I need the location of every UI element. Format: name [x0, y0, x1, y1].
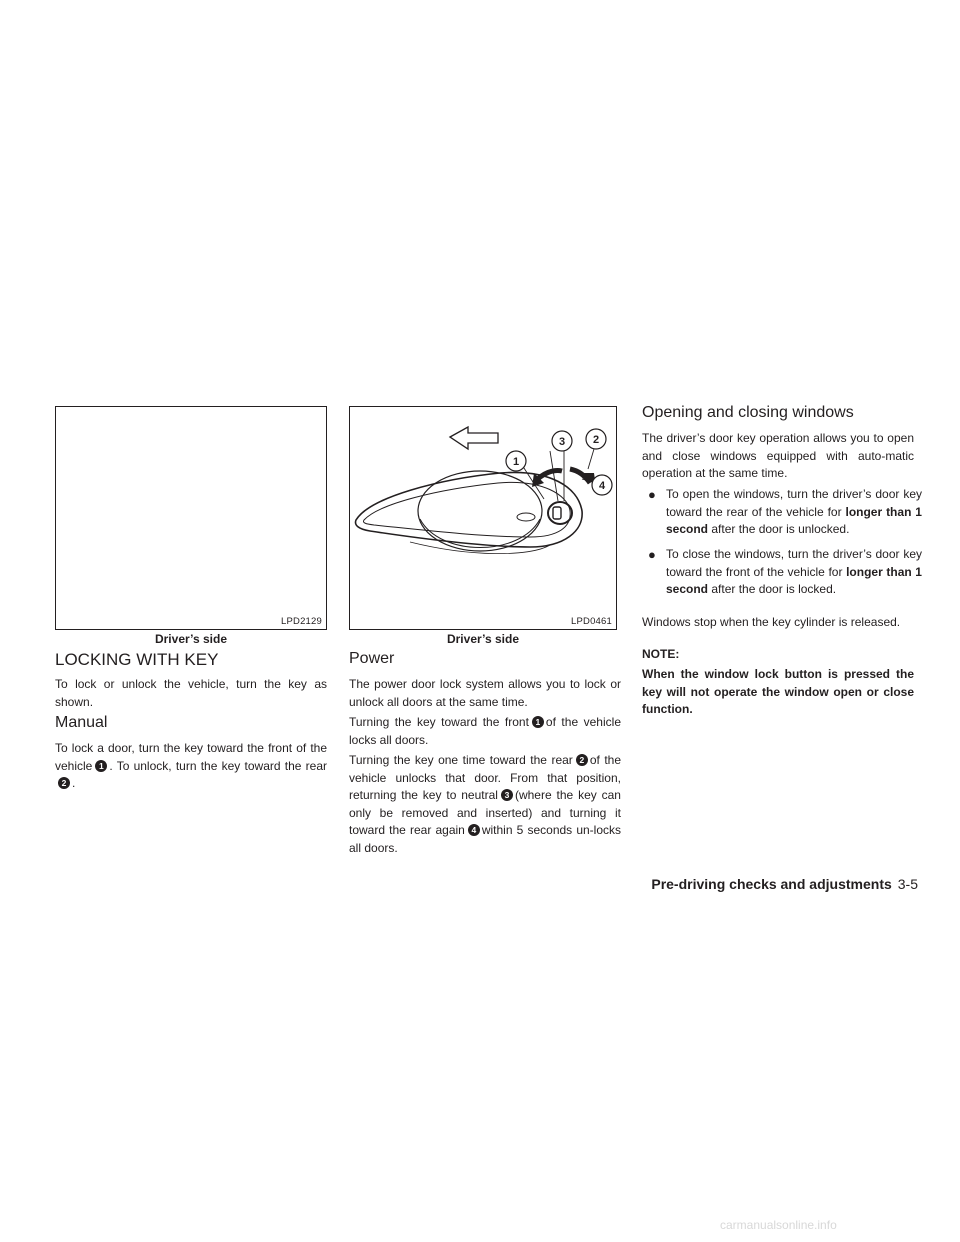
- figure-lpd2129: [55, 406, 327, 630]
- bullet-icon: ●: [648, 487, 656, 502]
- section-heading-opening-closing-windows: Opening and closing windows: [642, 404, 854, 421]
- figure-code: LPD0461: [570, 616, 612, 627]
- bullet-text-part: after the door is locked.: [708, 582, 837, 596]
- note-label: NOTE:: [642, 647, 680, 661]
- manual-text-part: To lock a door, turn the key toward the front of the vehicle: [55, 741, 327, 773]
- callout-1: 1: [512, 456, 520, 468]
- power-paragraph-2: [349, 714, 621, 749]
- bullet-emphasis: longer than 1 second: [666, 564, 922, 596]
- footer-section-title: Pre-driving checks and adjustments: [651, 876, 892, 892]
- key-cylinder-icon: [548, 502, 572, 524]
- page-footer: [600, 876, 918, 894]
- figure-lpd0461: [349, 406, 617, 630]
- bullet-emphasis: longer than 1 second: [666, 504, 922, 536]
- callout-4: 4: [598, 480, 606, 492]
- subheading-power: Power: [349, 650, 395, 667]
- watermark: carmanualsonline.info: [720, 1218, 837, 1232]
- figure-caption: Driver’s side: [446, 632, 520, 646]
- bullet-close-windows: [648, 546, 922, 600]
- number-2-icon: 2: [576, 754, 588, 766]
- power-paragraph-1: The power door lock system allows you to lock or unlock all doors at the same time.: [349, 677, 621, 709]
- manual-text-part: .: [72, 776, 76, 790]
- power-text-part: within 5 seconds un-locks all doors.: [349, 823, 622, 855]
- note-text: When the window lock button is pressed the key will not operate the window open or close function.: [642, 667, 914, 716]
- bullet-text-part: To close the windows, turn the driver’s door key toward the front of the vehicle for: [666, 547, 922, 579]
- front-arrow-icon: [450, 427, 498, 449]
- section-heading-locking-with-key: LOCKING WITH KEY: [55, 650, 219, 669]
- number-2-icon: 2: [58, 777, 70, 789]
- number-1-icon: 1: [532, 716, 544, 728]
- bullet-open-windows: [648, 486, 922, 540]
- door-handle-illustration: [350, 407, 616, 629]
- page-number: 3-5: [897, 876, 918, 892]
- power-text-part: of the vehicle locks all doors.: [349, 715, 621, 747]
- locking-intro: To lock or unlock the vehicle, turn the key as shown.: [55, 677, 327, 709]
- bullet-text: [666, 546, 922, 599]
- callout-3: 3: [558, 436, 566, 448]
- manual-text: [55, 740, 327, 793]
- power-text-part: Turning the key toward the front: [349, 715, 529, 729]
- manual-text-part: . To unlock, turn the key toward the rear: [109, 758, 327, 773]
- bullet-text-part: To open the windows, turn the driver’s door key toward the rear of the vehicle for: [666, 487, 922, 519]
- bullet-icon: ●: [648, 547, 656, 562]
- number-3-icon: 3: [501, 789, 513, 801]
- power-text-part: Turning the key one time toward the rear: [349, 753, 573, 767]
- number-1-icon: 1: [95, 760, 107, 772]
- power-paragraph-3: [349, 752, 621, 857]
- power-text-part: (where the key can only be removed and inserted) and turning it toward the rear again: [349, 788, 621, 837]
- callout-2: 2: [592, 434, 600, 446]
- windows-intro: The driver’s door key operation allows you to open and close windows equipped with auto-matic operation at the same time.: [642, 431, 914, 480]
- number-4-icon: 4: [468, 824, 480, 836]
- power-text-part: of the vehicle unlocks that door. From that position, returning the key to neutral: [349, 753, 621, 802]
- bullet-text: [666, 486, 922, 539]
- windows-stop-text: Windows stop when the key cylinder is released.: [642, 615, 901, 629]
- subheading-manual: Manual: [55, 714, 108, 731]
- bullet-text-part: after the door is unlocked.: [708, 522, 850, 536]
- figure-code: LPD2129: [280, 616, 322, 627]
- figure-caption: Driver’s side: [154, 632, 228, 646]
